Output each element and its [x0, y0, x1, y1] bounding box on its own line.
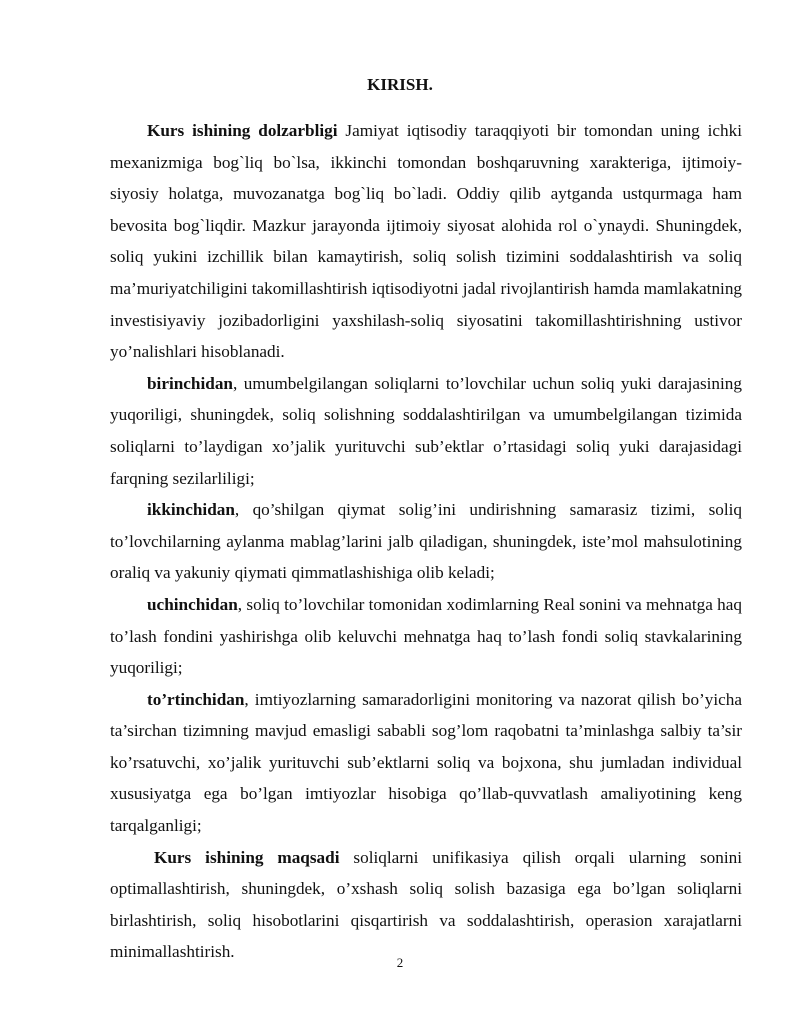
- page-number: 2: [396, 955, 404, 970]
- paragraph-maqsadi: [110, 842, 742, 968]
- body-text: [110, 115, 742, 968]
- paragraph-lead: birinchidan: [147, 373, 233, 393]
- paragraph-text: , soliq to’lovchilar tomonidan xodimlarning Real sonini va mehnatga haq to’lash fondini yashirishga olib keluvchi mehnatga haq to’lash fondi soliq stavkalarining yuqoriligi;: [110, 594, 742, 678]
- paragraph-dolzarbligi: [110, 115, 742, 368]
- paragraph-lead: uchinchidan: [147, 594, 238, 614]
- page-title: KIRISH.: [367, 75, 433, 94]
- paragraph-lead: Kurs ishining maqsadi: [154, 847, 340, 867]
- paragraph-text: soliqlarni unifikasiya qilish orqali ularning sonini optimallashtirish, shuningdek, o’xshash soliq solish bazasiga ega bo’lgan soliqlarni birlashtirish, soliq hisobotlarini qisqartirish va soddalashtirish, operasion xarajatlarni minimallashtirish.: [110, 847, 742, 962]
- paragraph-text: , qo’shilgan qiymat solig’ini undirishning samarasiz tizimi, soliq to’lovchilarning aylanma mablag’larini jalb qiladigan, shuningdek, iste’mol mahsulotining oraliq va yakuniy qiymati qimmatlashishiga olib keladi;: [110, 500, 742, 583]
- paragraph-uchinchidan: [110, 589, 742, 684]
- paragraph-tortinchidan: [110, 684, 742, 842]
- paragraph-ikkinchidan: [110, 494, 742, 589]
- paragraph-text: , imtiyozlarning samaradorligini monitoring va nazorat qilish bo’yicha ta’sirchan tizimning mavjud emasligi sababli sog’lom raqobatni ta’minlashga salbiy ta’sir ko’rsatuvchi, xo’jalik yurituvchi sub’ektlarni soliq va bojxona, shu jumladan individual xususiyatga ega bo’lgan imtiyozlar hisobiga qo’llab-quvvatlash amaliyotining keng tarqalganligi;: [110, 689, 742, 836]
- paragraph-lead: to’rtinchidan: [147, 689, 245, 709]
- paragraph-birinchidan: [110, 368, 742, 494]
- paragraph-lead: ikkinchidan: [147, 500, 235, 520]
- paragraph-lead: Kurs ishining dolzarbligi: [147, 121, 338, 140]
- paragraph-text: , umumbelgilangan soliqlarni to’lovchilar uchun soliq yuki darajasining yuqoriligi, shuningdek, soliq solishning soddalashtirilgan va umumbelgilangan tizimida soliqlarni to’laydigan xo’jalik yurituvchi sub’ektlar o’rtasidagi soliq yuki darajasidagi farqning sezilarliligi;: [110, 373, 742, 488]
- paragraph-text: Jamiyat iqtisodiy taraqqiyoti bir tomondan uning ichki mexanizmiga bog`liq bo`lsa, ikkinchi tomondan boshqaruvning xarakteriga, ijtimoiy-siyosiy holatga, muvozanatga bog`liq bo`ladi. Oddiy qilib aytganda ustqurmaga ham bevosita bog`liqdir. Mazkur jarayonda ijtimoiy siyosat alohida rol o`ynaydi. Shuningdek, soliq yukini izchillik bilan kamaytirish, soliq solish tizimini soddalashtirish va soliq ma’muriyatchiligini takomillashtirish iqtisodiyotni jadal rivojlantirish hamda mamlakatning investisiyaviy jozibadorligini yaxshilash-soliq siyosatini takomillashtirishning ustivor yo’nalishlari hisoblanadi.: [110, 121, 743, 362]
